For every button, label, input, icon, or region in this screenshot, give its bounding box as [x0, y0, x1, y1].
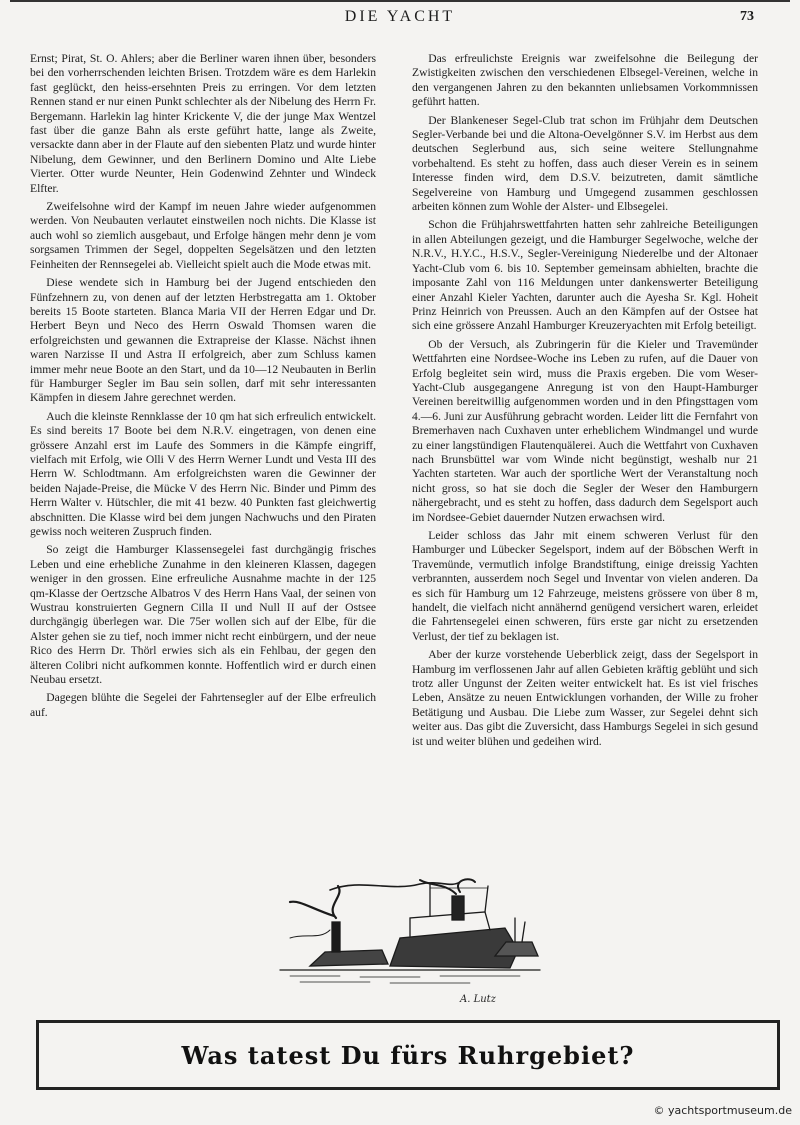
paragraph: Diese wendete sich in Hamburg bei der Jugend entschieden den Fünfzehnern zu, von denen auf der letzten Herbstregatta am 1. Oktober bereits 15 Boote starteten. Blanca Maria VII der Herren Edgar und Dr. Herbert Beyn und Neco des Herrn Oswald Thomsen waren die erfolgreichsten und gewannen die Extrapreise der Klasse. Nächst ihnen waren Narzisse II und Astra II erfolgreich, aber zum Schluss kamen immer mehr neue Boote an den Start, und da 10—12 Neubauten in Berlin für Hamburger Segler im Bau sein sollen, darf mit sehr interessanten Kämpfen in diesem Jahre gerechnet werden. — [30, 276, 376, 405]
right-column — [412, 52, 758, 749]
illustration-signature: A. Lutz — [460, 994, 496, 1005]
paragraph: Der Blankeneser Segel-Club trat schon im Frühjahr dem Deutschen Segler-Verbande bei und die Altona-Oevelgönner S.V. im Herbst aus dem deutschen Seglerbund aus, sich seine weitere Stellungnahme vorbehaltend. Es steht zu hoffen, dass auch dieser Verein es in seinem Interesse finden wird, dem D.S.V. beizutreten, damit sämtliche Segelvereine von Hamburg und Umgegend zusammen geschlossen arbeiten können zum Wohle der Alster- und Elbsegelei. — [412, 113, 758, 214]
advertisement-box — [36, 1020, 780, 1090]
paragraph: Dagegen blühte die Segelei der Fahrtensegler auf der Elbe erfreulich auf. — [30, 691, 376, 719]
paragraph: Auch die kleinste Rennklasse der 10 qm hat sich erfreulich entwickelt. Es sind bereits 17 Boote bei dem N.R.V. eingetragen, von denen eine grössere Anzahl erst im Laufe des Sommers in die Kämpfe eingriff, vielfach mit Erfolg, wie Olli V des Herrn Werner Lundt und Vesta III des Herrn W. Schlodtmann. Am erfolgreichsten waren die Gewinner der beiden Najade-Preise, die Mücke V des Herrn Nic. Binder und Pimm des Herrn Walter v. Hütschler, die mit 41 bezw. 40 Punkten fast gleichwertig abschnitten. Die Klasse wird bei dem jungen Nachwuchs und den Piraten gewiss noch weiteren Zuspruch finden. — [30, 409, 376, 538]
paragraph: Aber der kurze vorstehende Ueberblick zeigt, dass der Segelsport in Hamburg im verflossenen Jahr auf allen Gebieten kräftig geblüht und sich trotz aller Ungunst der Zeiten weiter entwickelt hat. Es ist viel frisches Leben, Ansätze zu neuen Entwicklungen vorhanden, der Wille zu froher Betätigung und Ausbau. Die Liebe zum Wasser, zur Segelei dehnt sich weiter aus. Das gibt die Zuversicht, dass Hamburgs Segelei in sich gesund ist und weiter blühen und gedeihen wird. — [412, 648, 758, 748]
top-rule — [10, 0, 790, 2]
paragraph: So zeigt die Hamburger Klassensegelei fast durchgängig frisches Leben und eine erhebliche Zunahme in den kleineren Klassen, dagegen weniger in den grossen. Eine erfreuliche Ausnahme machte in der 125 qm-Klasse der Oertzsche Albatros V des Herrn Hans Vaal, der seinen von Wustrau konstruierten Gegnern Cilla II und Null II auf der Ostsee durchgängig überlegen war. Die 75er wollen sich auf der Elbe, für die Alster gehen sie zu tief, noch immer nicht recht einbürgern, und der neue Rico des Herrn Dr. Thörl erwies sich als ein Fehlbau, der gegen den älteren Colibri nicht aufkommen konnte. Hoffentlich wird er durch einen Neubau ersetzt. — [30, 543, 376, 687]
paragraph: Das erfreulichste Ereignis war zweifelsohne die Beilegung der Zwistigkeiten zwischen den verschiedenen Elbsegel-Vereinen, welche in den vergangenen Jahren zu den bekannten unliebsamen Vorkommnissen geführt hatten. — [412, 52, 758, 109]
paragraph: Ob der Versuch, als Zubringerin für die Kieler und Travemünder Wettfahrten eine Nordsee-Woche ins Leben zu rufen, auf die Dauer von Erfolg begleitet sein wird, muss die Praxis ergeben. Die vom Weser-Yacht-Club ausgegangene Anregung ist von den Haupt-Hamburger Vereinen bereitwillig aufgenommen worden und in den Pfingsttagen vom 4.—6. Juni zur Ausführung gebracht worden. Leider litt die Fernfahrt von Bremerhaven nach Cuxhaven unter erheblichem Windmangel und wurde zu einer langstündigen Flautenquälerei. Auch die Wettfahrt von Cuxhaven nach Brunsbüttel war vom Winde nicht begünstigt, weshalb nur 21 Yachten starteten. War auch der sportliche Wert der Veranstaltung noch nicht gross, so hat sie doch die Segler der Weser den Hamburgern nähergebracht, und es steht zu hoffen, dass dadurch dem Segelsport auch im Nordsee-Gebiet dauernder Nutzen erwachsen wird. — [412, 337, 758, 524]
steamship-illustration — [270, 878, 550, 1008]
left-column — [30, 52, 376, 720]
paragraph: Schon die Frühjahrswettfahrten hatten sehr zahlreiche Beteiligungen in allen Abteilungen gezeigt, und die Hamburger Segelwoche, welche der N.R.V., H.Y.C., H.S.V., Segler-Vereinigung Niederelbe und der Altonaer Yacht-Club vom 6. bis 10. September gemeinsam abhielten, brachte die imposante Zahl von 116 Meldungen unter dankenswerter Beteiligung einer Anzahl Kieler Yachten, darunter auch die Ayesha Sr. Kgl. Hoheit Prinz Heinrich von Preussen. Auch an den Kämpfen auf der Ostsee hat sich eine grössere Anzahl Hamburger Kreuzeryachten mit Erfolg beteiligt. — [412, 218, 758, 333]
running-head: DIE YACHT — [344, 8, 456, 25]
watermark: © yachtsportmuseum.de — [653, 1104, 792, 1117]
paragraph: Zweifelsohne wird der Kampf im neuen Jahre wieder aufgenommen werden. Von Neubauten verlautet einstweilen noch nichts. Die Klasse ist auch wohl so ziemlich ausgebaut, und Erfolge hängen mehr denn je vom sorgsamen Trimmen der Segel, doppelten Segelsätzen und den letzten Feinheiten der Rennsegelei ab. Vielleicht spielt auch die Mode etwas mit. — [30, 200, 376, 271]
paragraph: Ernst; Pirat, St. O. Ahlers; aber die Berliner waren ihnen über, besonders bei den vorherrschenden leichten Brisen. Trotzdem wäre es dem Harlekin fast geglückt, den heiss-ersehnten Preis zu erringen. Vor dem letzten Rennen stand er nur einen Punkt schlechter als der Nibelung des Herrn Fr. Bergemann. Harlekin lag hinter Krickente V, die der junge Max Wentzel fast über die ganze Bahn als erste geführt hatte, lange als Zweite, versackte dann aber in der Flaute auf den siebenten Platz und wurde hinter Nibelung, dem Gewinner, und den Berlinern Domino und Alte Liebe Vierter. Otter wurde Neunter, Hein Godenwind Zehnter und Windeck Elfter. — [30, 52, 376, 195]
advertisement-headline: Was tatest Du fürs Ruhrgebiet? — [181, 1040, 635, 1070]
page-number: 73 — [740, 9, 754, 24]
paragraph: Leider schloss das Jahr mit einem schweren Verlust für den Hamburger und Lübecker Segelsport, indem auf der Böbschen Werft in Travemünde, vermutlich infolge Brandstiftung, einige dreissig Yachten verbrannten, ausserdem noch Segel und Inventar von vielen anderen. Da es sich für Hamburg um 12 Fahrzeuge, meistens grössere von über 8 m, handelt, die vielfach nicht annähernd genügend versichert waren, erleidet die Fahrtensegelei einen schweren, fürs erste gar nicht zu ersetzenden Verlust, der tief zu beklagen ist. — [412, 529, 758, 643]
